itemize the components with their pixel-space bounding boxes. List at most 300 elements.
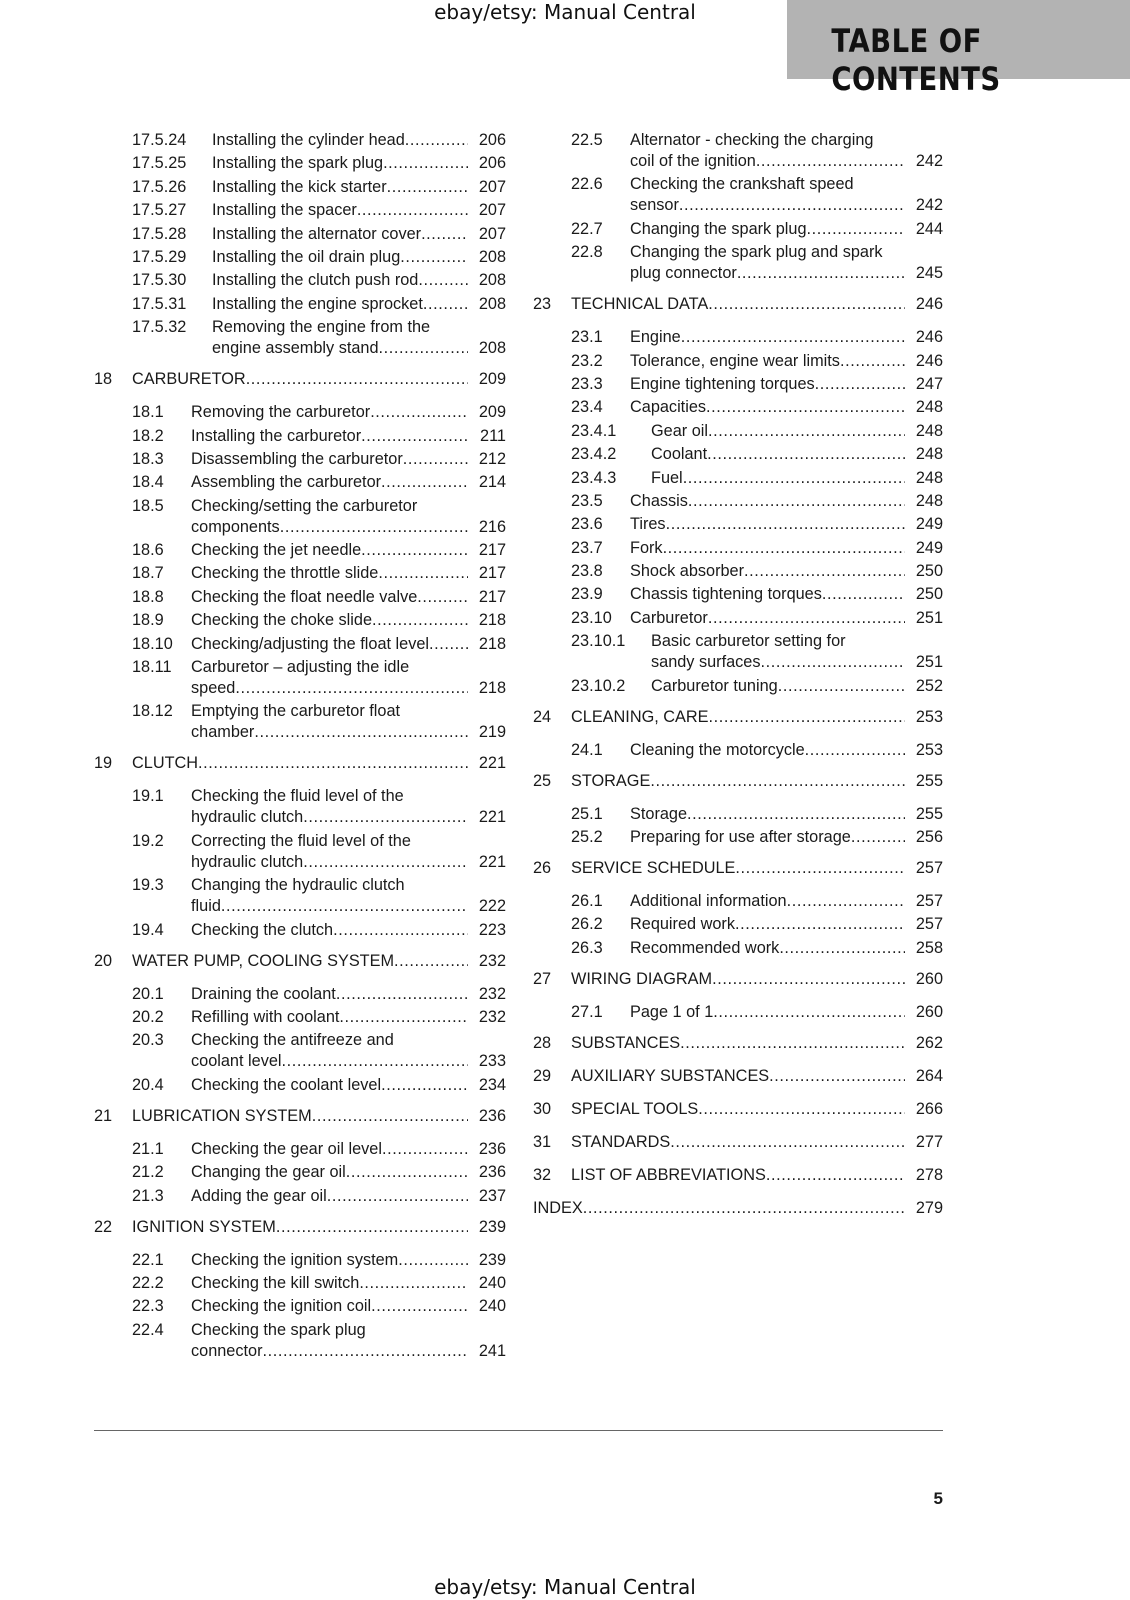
toc-entry-leader-line — [191, 449, 506, 470]
toc-entry-leader-line — [191, 807, 506, 828]
toc-section-entry — [533, 491, 943, 512]
dot-leader — [670, 1132, 905, 1153]
dot-leader — [708, 608, 905, 629]
toc-entry-number: 22.6 — [571, 175, 603, 194]
toc-entry-page: 246 — [915, 295, 943, 314]
dot-leader — [761, 652, 905, 673]
toc-entry-leader-line — [191, 587, 506, 608]
toc-entry-page: 211 — [480, 426, 506, 445]
toc-entry-number: 17.5.24 — [132, 131, 187, 149]
toc-entry-title — [571, 1132, 943, 1153]
dot-leader — [683, 468, 905, 489]
toc-section-entry — [94, 657, 506, 699]
page-number: 5 — [933, 1489, 943, 1508]
toc-entry-title — [191, 402, 506, 423]
toc-entry-leader-line — [191, 896, 506, 917]
dot-leader — [383, 153, 468, 174]
toc-entry-leader-line — [571, 1099, 943, 1120]
toc-entry-page: 253 — [915, 740, 943, 759]
dot-leader — [387, 177, 468, 198]
toc-section-entry — [94, 786, 506, 828]
toc-entry-leader-line — [571, 707, 943, 728]
toc-entry-title-line: Tolerance, engine wear limits — [630, 351, 840, 370]
toc-entry-page: 251 — [915, 653, 943, 672]
toc-entry-number: 27.1 — [571, 1002, 603, 1021]
toc-entry-number: 19 — [94, 754, 113, 773]
toc-entry-title-line: hydraulic clutch — [191, 808, 304, 827]
toc-section-entry — [533, 631, 943, 673]
toc-section-entry — [533, 514, 943, 535]
toc-entry-title-line: chamber — [191, 723, 255, 742]
toc-section-entry — [533, 676, 943, 697]
toc-entry-number: 22.3 — [132, 1297, 164, 1316]
toc-entry-page: 250 — [915, 562, 943, 581]
toc-chapter-entry — [533, 1165, 943, 1186]
toc-section-entry — [94, 153, 506, 174]
toc-section-entry — [94, 634, 506, 655]
toc-entry-number: 23.4.1 — [571, 421, 617, 440]
toc-entry-page: 209 — [478, 403, 506, 422]
toc-entry-title — [630, 914, 943, 935]
dot-leader — [735, 858, 905, 879]
toc-entry-title-line: Basic carburetor setting for — [651, 632, 846, 651]
toc-entry-page: 240 — [478, 1297, 506, 1316]
toc-entry-leader-line — [212, 294, 506, 315]
toc-entry-title-line: Preparing for use after storage — [630, 828, 851, 847]
toc-entry-title-line: coil of the ignition — [630, 152, 756, 170]
dot-leader — [327, 1186, 468, 1207]
toc-entry-leader-line — [651, 676, 943, 697]
toc-entry-title-line: Installing the oil drain plug — [212, 247, 401, 266]
toc-entry-leader-line — [571, 1165, 943, 1186]
toc-entry-page: 260 — [915, 1002, 943, 1021]
toc-entry-leader-line — [630, 827, 943, 848]
toc-entry-number: 18.10 — [132, 634, 173, 653]
toc-entry-title — [571, 1033, 943, 1054]
toc-entry-page: 255 — [915, 804, 943, 823]
toc-right-column — [533, 130, 943, 1231]
toc-section-entry — [94, 177, 506, 198]
toc-chapter-entry — [533, 1132, 943, 1153]
watermark-bottom: ebay/etsy: Manual Central — [434, 1575, 696, 1599]
toc-entry-title-line: Page 1 of 1 — [630, 1002, 714, 1021]
toc-entry-number: 17.5.30 — [132, 271, 187, 290]
toc-entry-number: 18.1 — [132, 403, 164, 422]
toc-entry-leader-line — [191, 1186, 506, 1207]
toc-entry-page: 218 — [478, 611, 506, 630]
toc-entry-number: 31 — [533, 1132, 552, 1151]
toc-entry-leader-line — [630, 914, 943, 935]
toc-entry-page: 232 — [478, 984, 506, 1003]
toc-entry-leader-line — [132, 1217, 506, 1238]
toc-entry-title — [212, 153, 506, 174]
toc-entry-title-line: fluid — [191, 897, 221, 916]
toc-entry-title — [571, 294, 943, 315]
toc-chapter-entry — [533, 1198, 943, 1219]
toc-entry-page: 257 — [915, 859, 943, 878]
toc-entry-page: 208 — [478, 339, 506, 358]
toc-entry-number: 22 — [94, 1217, 113, 1236]
toc-entry-title-line: STORAGE — [571, 771, 651, 790]
toc-entry-title — [191, 563, 506, 584]
toc-entry-number: 18.3 — [132, 449, 164, 468]
toc-entry-number: 25.2 — [571, 828, 603, 847]
toc-entry-leader-line — [191, 1273, 506, 1294]
toc-entry-title-line: Checking the clutch — [191, 920, 334, 939]
toc-entry-title-line: Installing the spacer — [212, 201, 357, 220]
toc-entry-page: 248 — [915, 468, 943, 487]
dot-leader — [361, 540, 468, 561]
toc-entry-title-line: Chassis tightening torques — [630, 585, 822, 604]
toc-entry-title-line: connector — [191, 1341, 263, 1360]
toc-entry-title-line: Checking the fluid level of the — [191, 787, 404, 806]
dot-leader — [361, 426, 468, 447]
dot-leader — [312, 1106, 468, 1127]
toc-entry-number: 20 — [94, 951, 113, 970]
toc-chapter-entry — [533, 771, 943, 792]
toc-entry-title — [191, 786, 506, 828]
dot-leader — [807, 219, 905, 240]
toc-entry-number: 18.5 — [132, 496, 164, 515]
toc-entry-leader-line — [630, 514, 943, 535]
toc-entry-title — [630, 242, 943, 284]
toc-entry-page: 252 — [915, 676, 943, 695]
toc-entry-number: 18.6 — [132, 541, 164, 560]
toc-entry-title — [571, 969, 943, 990]
toc-entry-title-line: Fork — [630, 538, 663, 557]
toc-entry-title-line: Fuel — [651, 468, 683, 487]
toc-entry-page: 256 — [915, 828, 943, 847]
toc-entry-title-line: WATER PUMP, COOLING SYSTEM — [132, 951, 395, 970]
toc-entry-number: 23.4 — [571, 398, 603, 417]
dot-leader — [418, 270, 468, 291]
toc-section-entry — [94, 1296, 506, 1317]
toc-entry-title — [191, 472, 506, 493]
dot-leader — [735, 914, 905, 935]
toc-entry-title — [630, 740, 943, 761]
toc-entry-title — [630, 327, 943, 348]
toc-entry-title-line: Shock absorber — [630, 562, 745, 581]
dot-leader — [359, 1273, 468, 1294]
toc-entry-title — [571, 771, 943, 792]
toc-chapter-entry — [533, 294, 943, 315]
dot-leader — [417, 587, 468, 608]
toc-entry-title — [191, 1007, 506, 1028]
toc-chapter-entry — [94, 1106, 506, 1127]
toc-entry-page: 257 — [915, 915, 943, 934]
toc-entry-number: 21 — [94, 1106, 113, 1125]
toc-entry-title — [191, 1320, 506, 1362]
toc-entry-title-line: Engine tightening torques — [630, 374, 815, 393]
dot-leader — [681, 327, 905, 348]
dot-leader — [851, 827, 905, 848]
toc-entry-title-line: INDEX — [533, 1198, 583, 1217]
dot-leader — [382, 1139, 468, 1160]
toc-entry-number: 18.4 — [132, 473, 164, 492]
toc-entry-page: 251 — [915, 608, 943, 627]
toc-section-entry — [533, 397, 943, 418]
toc-entry-page: 209 — [478, 370, 506, 389]
dot-leader — [403, 449, 468, 470]
toc-entry-title — [533, 1198, 943, 1219]
toc-entry-number: 23.5 — [571, 491, 603, 510]
toc-entry-leader-line — [571, 1132, 943, 1153]
dot-leader — [336, 984, 468, 1005]
toc-entry-number: 22.2 — [132, 1273, 164, 1292]
toc-entry-leader-line — [132, 369, 506, 390]
toc-entry-number: 17.5.29 — [132, 247, 187, 266]
toc-entry-title-line: Changing the hydraulic clutch — [191, 876, 405, 895]
toc-entry-title-line: Changing the spark plug and spark — [630, 243, 883, 262]
toc-entry-page: 264 — [915, 1066, 943, 1085]
toc-entry-title-line: Installing the clutch push rod — [212, 271, 419, 290]
dot-leader — [378, 563, 468, 584]
toc-entry-title-line: LIST OF ABBREVIATIONS — [571, 1165, 766, 1184]
toc-entry-leader-line — [191, 1051, 506, 1072]
dot-leader — [583, 1198, 905, 1219]
toc-entry-number: 23.10 — [571, 608, 612, 627]
toc-section-entry — [94, 294, 506, 315]
toc-entry-number: 18.9 — [132, 611, 164, 630]
toc-entry-number: 18.8 — [132, 587, 164, 606]
toc-entry-number: 17.5.32 — [132, 318, 187, 337]
toc-entry-title-line: Checking/setting the carburetor — [191, 496, 418, 515]
toc-entry-leader-line — [191, 1296, 506, 1317]
toc-entry-title — [571, 1165, 943, 1186]
toc-entry-page: 258 — [915, 938, 943, 957]
toc-entry-title — [212, 130, 506, 151]
toc-entry-leader-line — [212, 130, 506, 151]
toc-entry-number: 23.8 — [571, 562, 603, 581]
toc-entry-page: 250 — [915, 585, 943, 604]
toc-entry-leader-line — [191, 984, 506, 1005]
toc-left-column — [94, 130, 506, 1364]
dot-leader — [680, 1033, 905, 1054]
toc-entry-page: 239 — [478, 1250, 506, 1269]
header-banner — [787, 0, 1130, 98]
toc-entry-page: 214 — [478, 473, 506, 492]
toc-entry-title — [191, 701, 506, 743]
toc-entry-number: 19.2 — [132, 831, 164, 850]
toc-entry-leader-line — [630, 608, 943, 629]
toc-entry-number: 27 — [533, 969, 552, 988]
toc-entry-title — [571, 707, 943, 728]
dot-leader — [769, 1066, 905, 1087]
toc-chapter-entry — [94, 1217, 506, 1238]
toc-entry-number: 17.5.27 — [132, 201, 187, 220]
dot-leader — [263, 1341, 468, 1362]
toc-section-entry — [533, 421, 943, 442]
toc-entry-title — [630, 374, 943, 395]
toc-entry-page: 219 — [478, 723, 506, 742]
toc-entry-title — [630, 351, 943, 372]
toc-entry-number: 20.3 — [132, 1031, 164, 1050]
toc-entry-page: 242 — [915, 196, 943, 215]
toc-entry-title — [132, 369, 506, 390]
toc-entry-leader-line — [571, 771, 943, 792]
dot-leader — [400, 247, 468, 268]
toc-entry-title — [191, 831, 506, 873]
dot-leader — [779, 938, 905, 959]
dot-leader — [756, 151, 905, 172]
toc-entry-number: 21.1 — [132, 1139, 164, 1158]
toc-entry-title-line: Changing the gear oil — [191, 1163, 346, 1182]
toc-entry-leader-line — [191, 563, 506, 584]
toc-entry-page: 212 — [478, 449, 506, 468]
toc-entry-leader-line — [212, 224, 506, 245]
toc-entry-number: 23 — [533, 295, 552, 314]
toc-section-entry — [94, 563, 506, 584]
toc-entry-title-line: IGNITION SYSTEM — [132, 1217, 276, 1236]
toc-entry-leader-line — [630, 538, 943, 559]
toc-entry-number: 22.5 — [571, 131, 603, 149]
toc-section-entry — [533, 584, 943, 605]
toc-entry-title — [630, 938, 943, 959]
toc-entry-leader-line — [191, 1075, 506, 1096]
toc-entry-title-line: sensor — [630, 196, 679, 215]
toc-section-entry — [94, 984, 506, 1005]
toc-entry-number: 18.11 — [132, 658, 172, 677]
dot-leader — [687, 804, 905, 825]
toc-section-entry — [94, 587, 506, 608]
toc-entry-page: 236 — [478, 1106, 506, 1125]
toc-entry-title-line: engine assembly stand — [212, 339, 379, 358]
toc-entry-title-line: Installing the spark plug — [212, 154, 384, 173]
toc-section-entry — [533, 827, 943, 848]
toc-section-entry — [533, 444, 943, 465]
toc-entry-title — [630, 514, 943, 535]
toc-entry-number: 29 — [533, 1066, 552, 1085]
toc-entry-page: 218 — [478, 679, 506, 698]
toc-section-entry — [533, 538, 943, 559]
toc-section-entry — [533, 561, 943, 582]
toc-section-entry — [94, 875, 506, 917]
toc-entry-title — [191, 657, 506, 699]
toc-entry-title-line: Alternator - checking the charging — [630, 131, 874, 149]
toc-entry-page: 245 — [915, 264, 943, 283]
toc-entry-number: 23.2 — [571, 351, 603, 370]
toc-entry-leader-line — [191, 634, 506, 655]
toc-chapter-entry — [533, 969, 943, 990]
toc-entry-leader-line — [630, 195, 943, 216]
toc-entry-title — [212, 317, 506, 359]
toc-entry-number: 22.4 — [132, 1320, 164, 1339]
toc-chapter-entry — [533, 1099, 943, 1120]
toc-entry-title-line: SPECIAL TOOLS — [571, 1099, 699, 1118]
dot-leader — [709, 707, 905, 728]
toc-entry-title — [212, 200, 506, 221]
toc-section-entry — [94, 472, 506, 493]
toc-entry-title — [630, 891, 943, 912]
toc-entry-title-line: coolant level — [191, 1052, 282, 1071]
toc-entry-title — [191, 1075, 506, 1096]
toc-entry-title — [191, 920, 506, 941]
toc-entry-leader-line — [191, 1139, 506, 1160]
toc-entry-number: 30 — [533, 1099, 552, 1118]
dot-leader — [276, 1217, 468, 1238]
toc-entry-page: 207 — [478, 177, 506, 196]
dot-leader — [766, 1165, 905, 1186]
toc-section-entry — [533, 219, 943, 240]
toc-entry-leader-line — [630, 891, 943, 912]
toc-entry-title-line: components — [191, 517, 280, 536]
dot-leader — [221, 896, 468, 917]
toc-entry-title-line: Carburetor – adjusting the idle — [191, 658, 410, 677]
toc-entry-title — [191, 1162, 506, 1183]
toc-section-entry — [533, 740, 943, 761]
toc-entry-leader-line — [191, 426, 506, 447]
toc-entry-page: 208 — [478, 294, 506, 313]
toc-entry-leader-line — [630, 397, 943, 418]
toc-entry-number: 22.1 — [132, 1250, 164, 1269]
toc-entry-page: 217 — [478, 541, 506, 560]
toc-entry-leader-line — [191, 540, 506, 561]
toc-entry-page: 236 — [478, 1139, 506, 1158]
toc-entry-number: 17.5.25 — [132, 154, 187, 173]
toc-entry-page: 208 — [478, 247, 506, 266]
toc-entry-number: 23.10.1 — [571, 632, 626, 651]
toc-entry-number: 17.5.31 — [132, 294, 187, 313]
toc-entry-title-line: Carburetor tuning — [651, 676, 778, 695]
toc-entry-title-line: Checking the float needle valve — [191, 587, 418, 606]
toc-entry-number: 23.7 — [571, 538, 603, 557]
toc-entry-title-line: CARBURETOR — [132, 370, 246, 389]
dot-leader — [744, 561, 905, 582]
toc-entry-page: 246 — [915, 328, 943, 347]
toc-entry-title-line: Checking the coolant level — [191, 1075, 382, 1094]
toc-entry-page: 248 — [915, 421, 943, 440]
toc-entry-title — [212, 177, 506, 198]
toc-entry-title-line: Adding the gear oil — [191, 1186, 327, 1205]
toc-entry-number: 22.7 — [571, 219, 603, 238]
dot-leader — [333, 920, 468, 941]
dot-leader — [737, 263, 905, 284]
toc-entry-leader-line — [630, 584, 943, 605]
toc-entry-title-line: CLEANING, CARE — [571, 707, 709, 726]
toc-entry-leader-line — [212, 270, 506, 291]
page-title: TABLE OF CONTENTS — [831, 22, 1001, 98]
toc-entry-title-line: Checking the spark plug — [191, 1320, 366, 1339]
toc-entry-leader-line — [132, 951, 506, 972]
dot-leader — [663, 538, 905, 559]
toc-entry-page: 255 — [915, 771, 943, 790]
toc-entry-leader-line — [630, 740, 943, 761]
toc-entry-number: 19.4 — [132, 920, 164, 939]
toc-entry-leader-line — [571, 969, 943, 990]
toc-entry-title-line: Gear oil — [651, 421, 709, 440]
toc-entry-title — [212, 270, 506, 291]
toc-entry-page: 248 — [915, 398, 943, 417]
dot-leader — [666, 514, 905, 535]
toc-entry-page: 207 — [478, 201, 506, 220]
dot-leader — [712, 969, 905, 990]
dot-leader — [679, 195, 905, 216]
dot-leader — [198, 753, 468, 774]
toc-entry-page: 266 — [915, 1099, 943, 1118]
dot-leader — [246, 369, 468, 390]
toc-entry-title-line: Installing the kick starter — [212, 177, 387, 196]
dot-leader — [708, 294, 905, 315]
toc-entry-leader-line — [630, 491, 943, 512]
dot-leader — [707, 444, 905, 465]
toc-entry-title-line: CLUTCH — [132, 754, 199, 773]
toc-entry-page: 242 — [915, 152, 943, 170]
toc-entry-page: 232 — [478, 951, 506, 970]
toc-entry-title — [571, 1066, 943, 1087]
toc-entry-page: 232 — [478, 1007, 506, 1026]
toc-section-entry — [533, 351, 943, 372]
toc-section-entry — [533, 174, 943, 216]
